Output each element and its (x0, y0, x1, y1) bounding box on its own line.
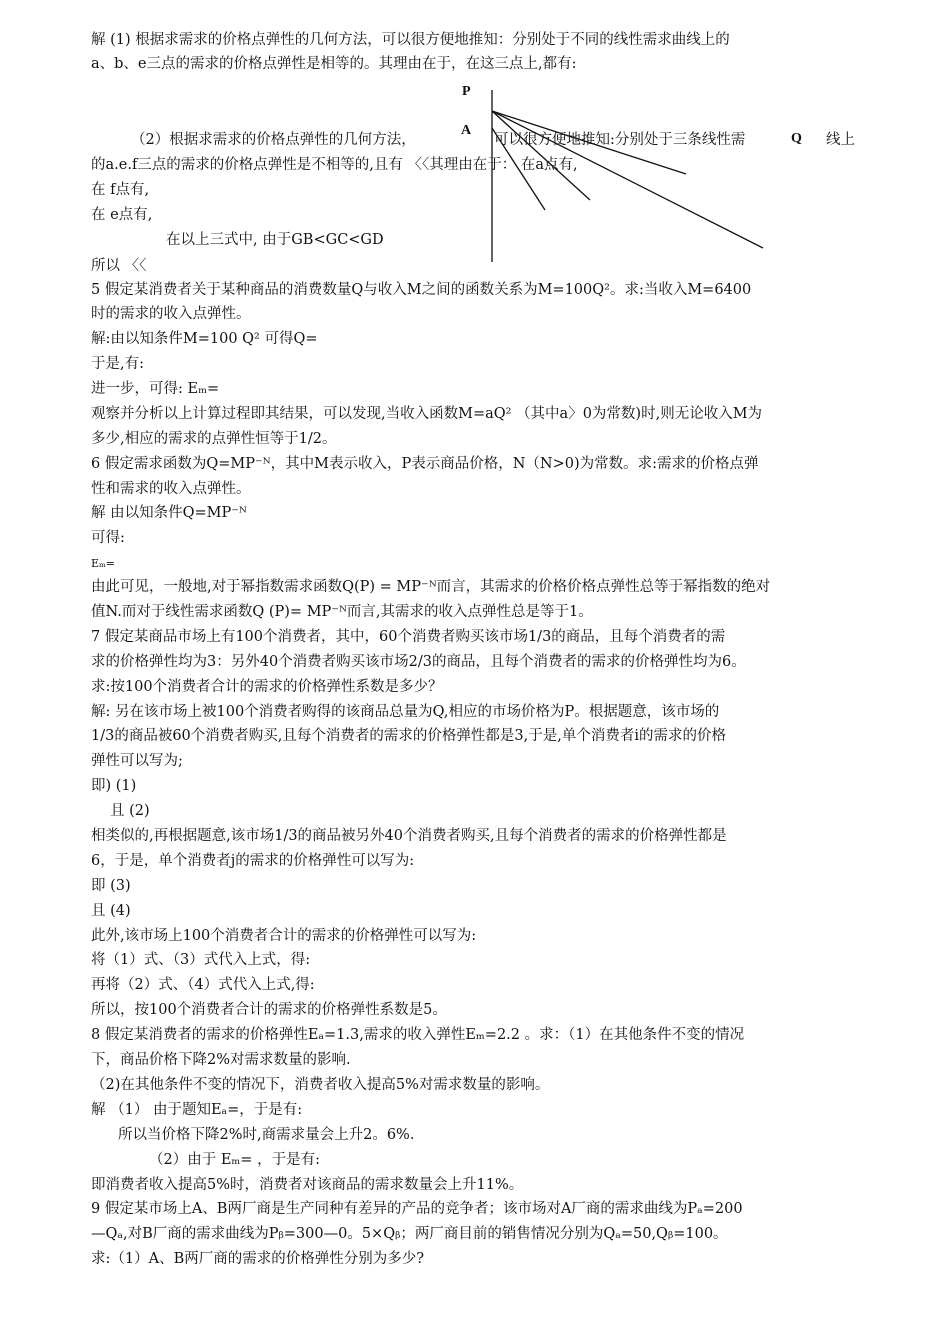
text-line: 线上 (826, 132, 855, 148)
text-line: 解:由以知条件M=100 Q² 可得Q= (91, 331, 318, 347)
text-line: 求:（1）A、B两厂商的需求的价格弹性分别为多少? (91, 1251, 425, 1267)
text-line: 可得: (91, 530, 125, 546)
text-line: 5 假定某消费者关于某种商品的消费数量Q与收入M之间的函数关系为M=100Q²。求:当收入M=6400 (91, 282, 752, 298)
text-line: 可以很方便地推知:分别处于三条线性需 (494, 132, 746, 148)
text-line: 求:按100个消费者合计的需求的价格弹性系数是多少？ (91, 679, 443, 695)
text-line: 解: 另在该市场上被100个消费者购得的该商品总量为Q,相应的市场价格为P。根据题意，该市场的 (91, 704, 720, 720)
text-line: 在以上三式中, 由于GB<GC<GD (166, 232, 384, 248)
text-line: 进一步，可得: Eₘ= (91, 381, 220, 397)
text-line: 在 f点有, (91, 182, 150, 198)
text-line: （2)在其他条件不变的情况下，消费者收入提高5%对需求数量的影响。 (91, 1077, 550, 1093)
text-line: 于是,有: (91, 356, 144, 372)
text-line: 解 （1） 由于题知Eₐ=，于是有: (91, 1102, 303, 1118)
text-line: 的a.e.f三点的需求的价格点弹性是不相等的,且有 〈〈其理由在于： 在a点有, (91, 157, 578, 173)
text-line: （2）由于 Eₘ= ，于是有: (149, 1152, 320, 1168)
figure-label-p: P (462, 84, 471, 99)
text-line: 求的价格弹性均为3：另外40个消费者购买该市场2/3的商品，且每个消费者的需求的价格弹性均为6。 (91, 654, 746, 670)
text-line: 即消费者收入提高5%时，消费者对该商品的需求数量会上升11%。 (91, 1177, 524, 1193)
text-line: 且 (4) (91, 903, 131, 919)
text-line: 此外,该市场上100个消费者合计的需求的价格弹性可以写为: (91, 928, 477, 944)
text-line: 6 假定需求函数为Q=MP⁻ᴺ，其中M表示收入，P表示商品价格，N（N>0)为常数。求:需求的价格点弹 (91, 456, 759, 472)
text-line: 6，于是，单个消费者j的需求的价格弹性可以写为: (91, 853, 415, 869)
text-line: 由此可见，一般地,对于幂指数需求函数Q(P) = MP⁻ᴺ而言，其需求的价格价格点弹性总等于幂指数的绝对 (91, 579, 771, 595)
text-line: 即) (1) (91, 778, 137, 794)
text-line: 8 假定某消费者的需求的价格弹性Eₐ=1.3,需求的收入弹性Eₘ=2.2 。求：（1）在其他条件不变的情况 (91, 1027, 745, 1043)
text-line: 再将（2）式、（4）式代入上式,得: (91, 977, 315, 993)
figure-label-q: Q (791, 131, 802, 146)
text-line: 所以当价格下降2%时,商需求量会上升2。6%. (118, 1127, 415, 1143)
text-line: 解 (1) 根据求需求的价格点弹性的几何方法，可以很方便地推知：分别处于不同的线性需求曲线上的 (91, 32, 730, 48)
text-line: 性和需求的收入点弹性。 (91, 481, 251, 497)
text-line: 观察并分析以上计算过程即其结果，可以发现,当收入函数M=aQ² （其中a〉0为常数)时,则无论收入M为 (91, 406, 763, 422)
text-line: 多少,相应的需求的点弹性恒等于1/2。 (91, 431, 337, 447)
text-line: 9 假定某市场上A、B两厂商是生产同种有差异的产品的竞争者；该市场对A厂商的需求曲线为Pₐ=200 (91, 1201, 743, 1217)
text-line: 将（1）式、（3）式代入上式，得: (91, 952, 311, 968)
text-line: 且 (2) (110, 803, 150, 819)
figure-label-a: A (461, 123, 472, 138)
text-line: 即 (3) (91, 878, 131, 894)
text-line: a、b、e三点的需求的价格点弹性是相等的。其理由在于，在这三点上,都有: (91, 56, 577, 72)
text-line: 下，商品价格下降2%对需求数量的影响. (91, 1052, 351, 1068)
text-line: 所以 〈〈 (91, 258, 147, 274)
text-line: 值N.而对于线性需求函数Q (P)= MP⁻ᴺ而言,其需求的收入点弹性总是等于1。 (91, 604, 593, 620)
text-line: Eₘ= (91, 557, 115, 570)
text-line: （2）根据求需求的价格点弹性的几何方法， (131, 132, 416, 148)
text-line: —Qₐ,对B厂商的需求曲线为Pᵦ=300—0。5×Qᵦ；两厂商目前的销售情况分别为Qₐ=50,Qᵦ=100。 (91, 1226, 728, 1242)
text-line: 时的需求的收入点弹性。 (91, 306, 251, 322)
text-line: 相类似的,再根据题意,该市场1/3的商品被另外40个消费者购买,且每个消费者的需求的价格弹性都是 (91, 828, 727, 844)
text-line: 所以，按100个消费者合计的需求的价格弹性系数是5。 (91, 1002, 447, 1018)
text-line: 解 由以知条件Q=MP⁻ᴺ (91, 505, 247, 521)
text-line: 1/3的商品被60个消费者购买,且每个消费者的需求的价格弹性都是3,于是,单个消费者i的需求的价格 (91, 728, 726, 744)
text-line: 在 e点有, (91, 207, 153, 223)
text-line: 7 假定某商品市场上有100个消费者，其中，60个消费者购买该市场1/3的商品，且每个消费者的需 (91, 629, 726, 645)
text-line: 弹性可以写为; (91, 753, 183, 769)
